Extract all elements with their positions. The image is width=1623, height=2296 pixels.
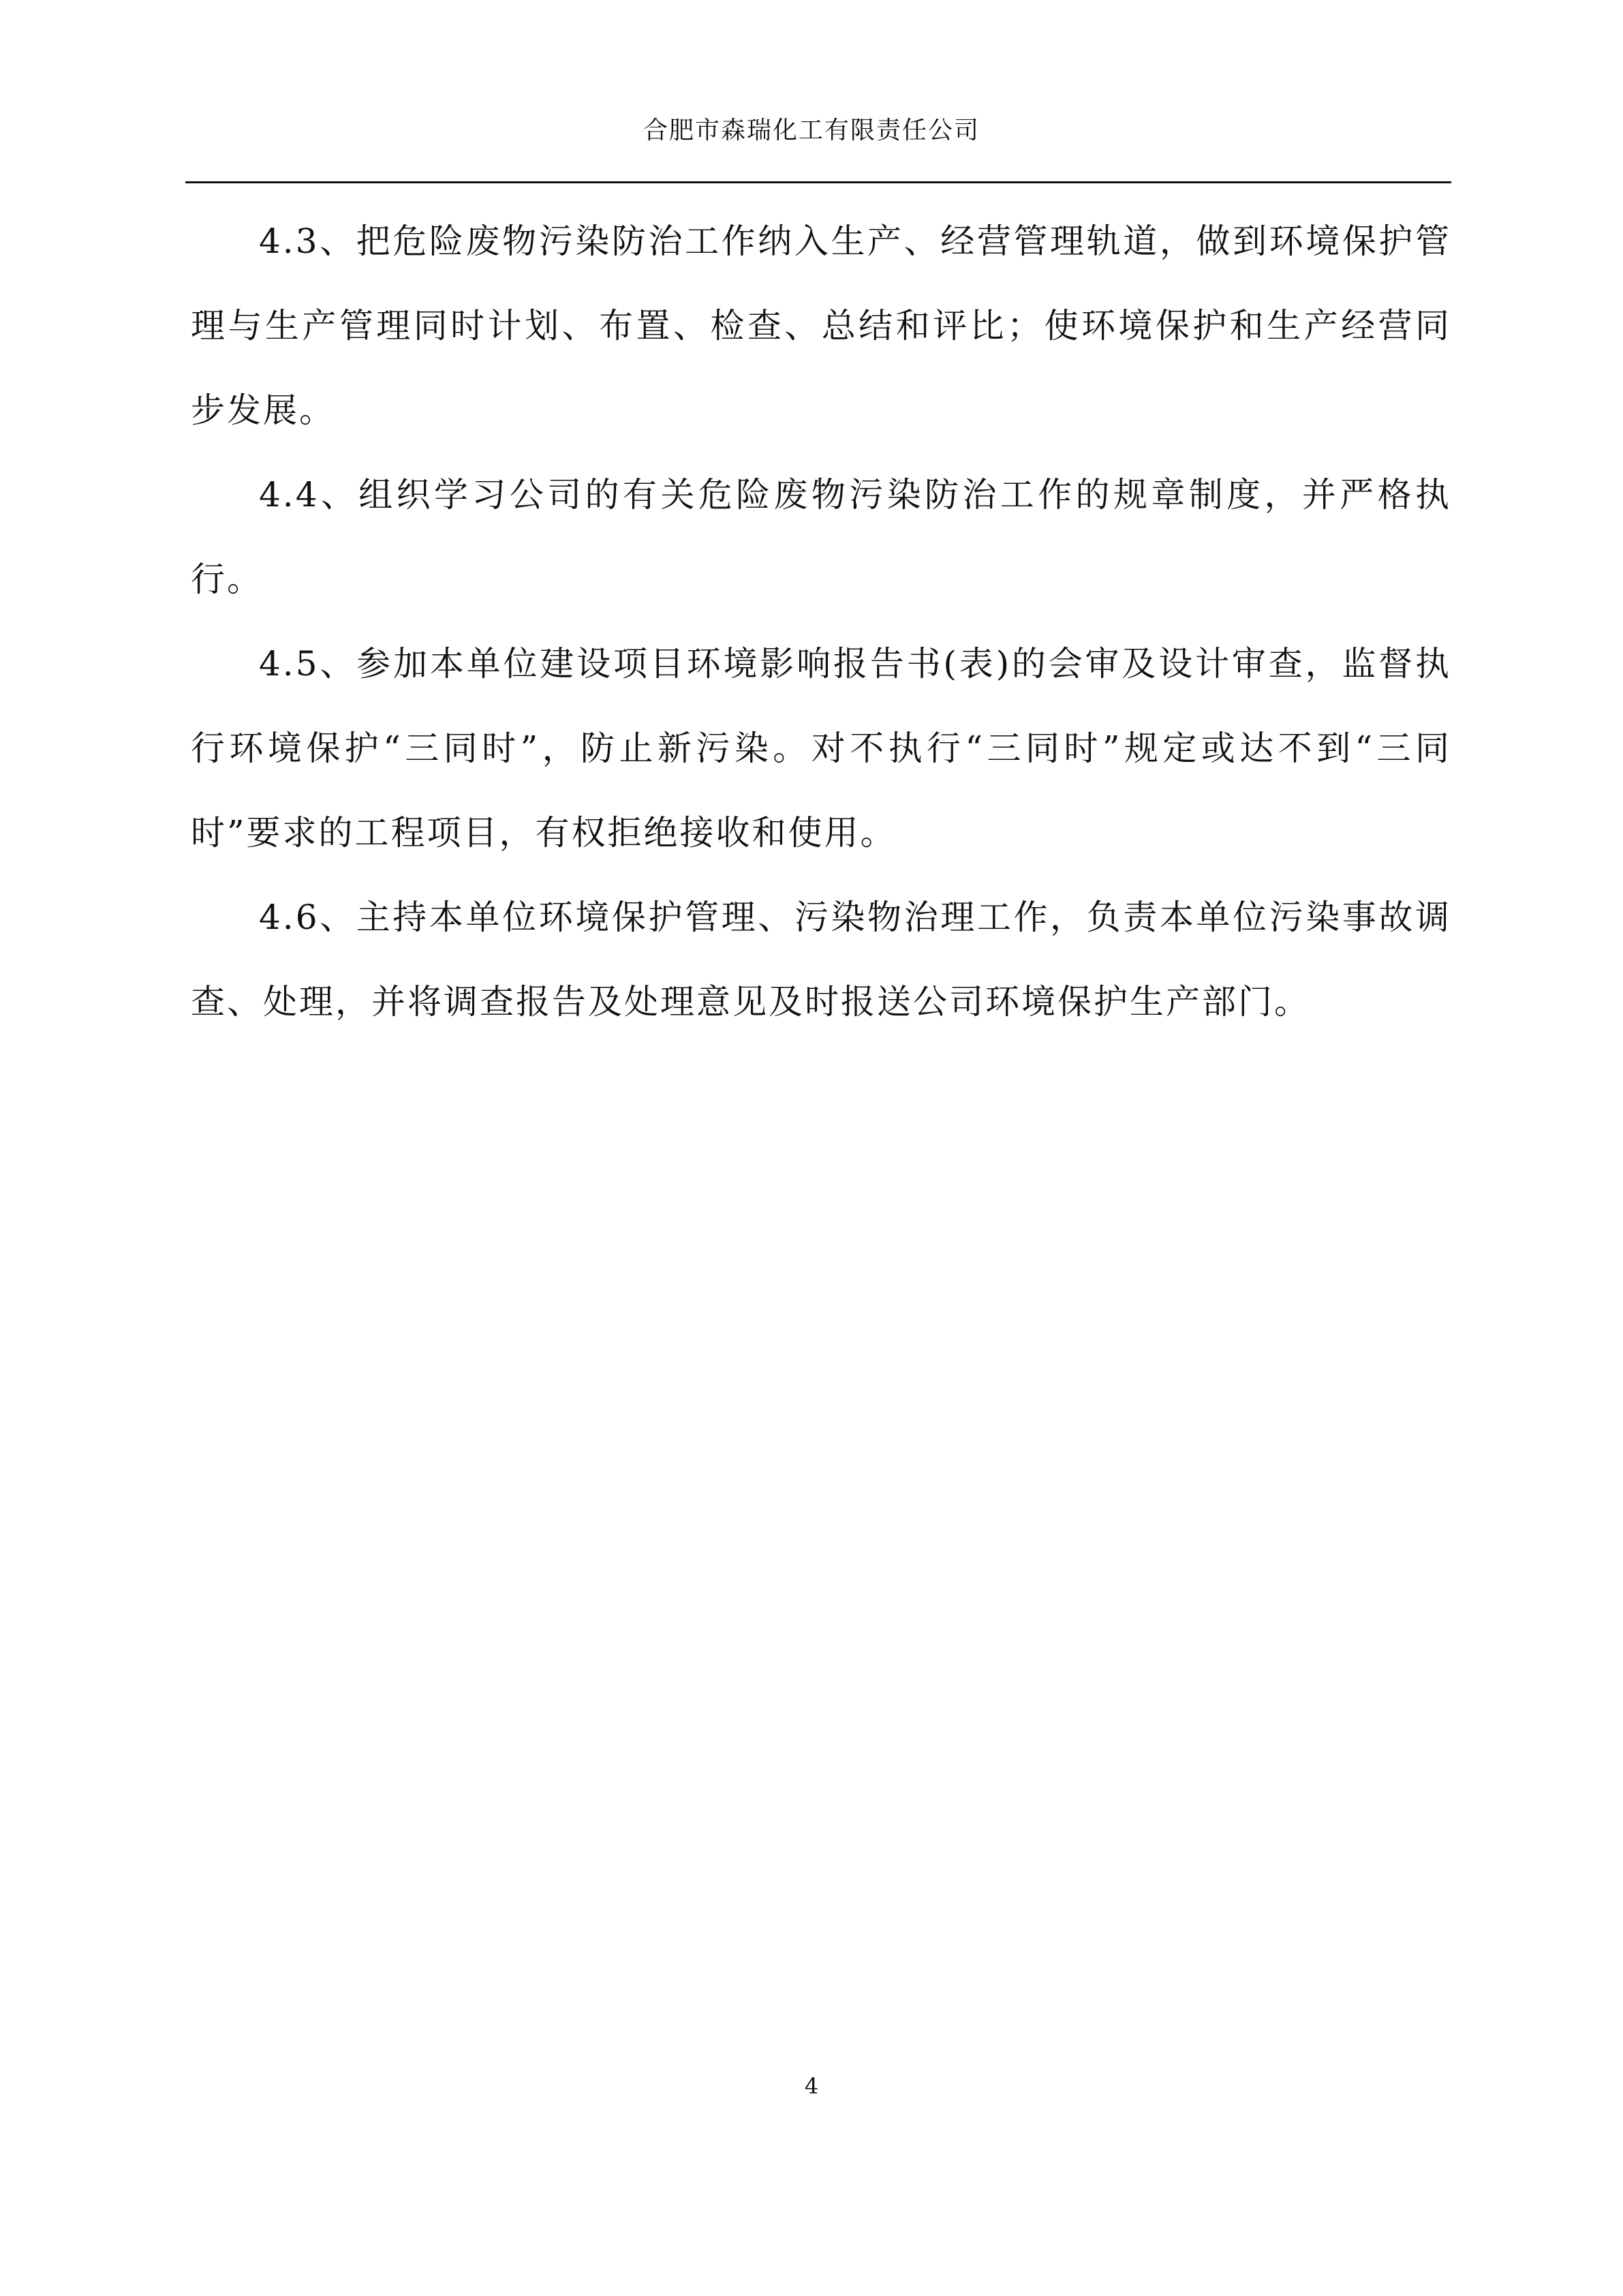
header-divider [185, 181, 1451, 183]
page-number: 4 [804, 2073, 819, 2099]
paragraph-4-6: 4.6、主持本单位环境保护管理、污染物治理工作，负责本单位污染事故调查、处理，并将调查报告及处理意见及时报送公司环境保护生产部门。 [191, 898, 1451, 1022]
page-header-company: 合肥市森瑞化工有限责任公司 [643, 117, 980, 144]
paragraph-4-4: 4.4、组织学习公司的有关危险废物污染防治工作的规章制度，并严格执行。 [191, 475, 1451, 599]
paragraph-4-3: 4.3、把危险废物污染防治工作纳入生产、经营管理轨道，做到环境保护管理与生产管理同时计划、布置、检查、总结和评比；使环境保护和生产经营同步发展。 [191, 221, 1451, 430]
paragraph-4-5: 4.5、参加本单位建设项目环境影响报告书(表)的会审及设计审查，监督执行环境保护“三同时”，防止新污染。对不执行“三同时”规定或达不到“三同时”要求的工程项目，有权拒绝接收和使用。 [191, 644, 1451, 853]
document-body [191, 199, 1451, 1044]
